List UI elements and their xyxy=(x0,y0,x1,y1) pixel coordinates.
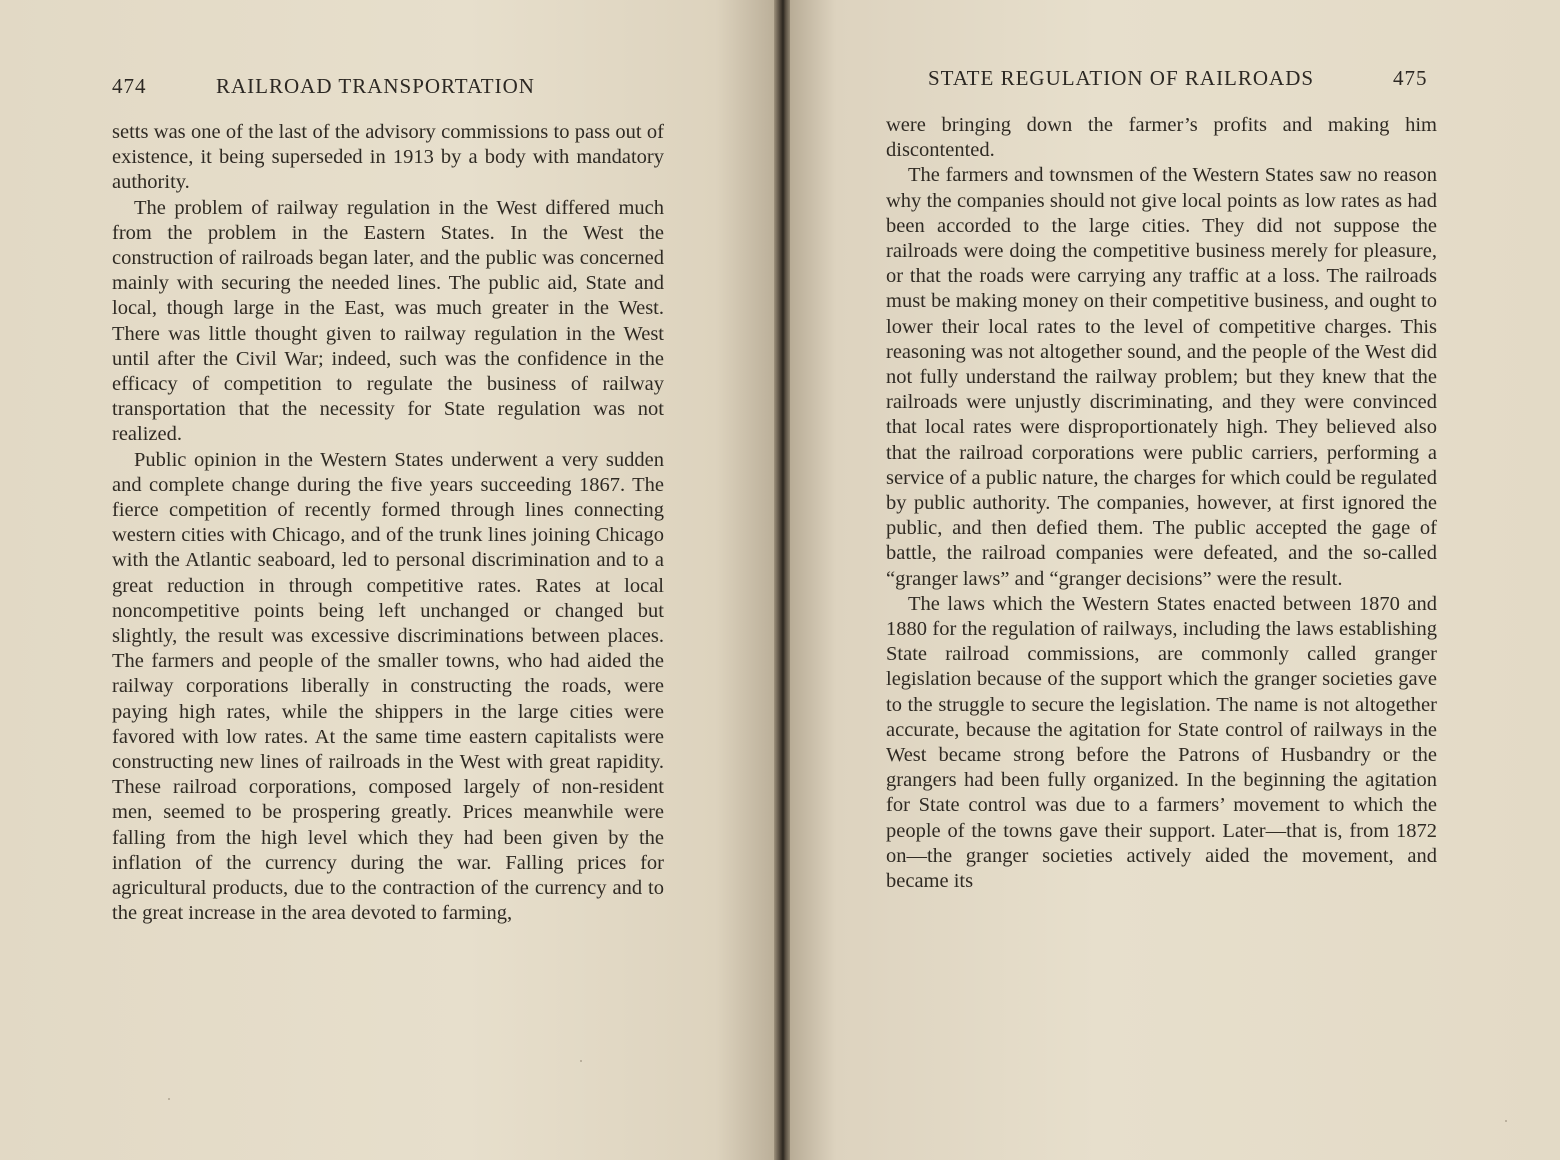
left-paragraph-1: setts was one of the last of the advisory commissions to pass out of existence, it being superseded in 1913 by a body with mandatory authority. xyxy=(112,121,664,194)
left-running-title: RAILROAD TRANSPORTATION xyxy=(216,74,535,98)
left-page-number: 474 xyxy=(112,74,147,98)
right-paragraph-2: The farmers and townsmen of the Western States saw no reason why the companies should not give local points as low rates as had been accorded to the large cities. They did not suppose the railroads were doing the competitive business merely for pleasure, or that the roads were carrying any traffic at a loss. The railroads must be making money on their competitive business, and ought to lower their local rates to the level of competitive charges. This reasoning was not altogether sound, and the people of the West did not fully understand the railway problem; but they knew that the railroads were unjustly discriminating, and they were convinced that local rates were disproportionately high. They believed also that the railroad corporations were public carriers, performing a service of a public nature, the charges for which could be regulated by public authority. The companies, however, at first ignored the public, and then defied them. The public accepted the gage of battle, the railroad companies were defeated, and the so-called “granger laws” and “granger decisions” were the result. xyxy=(886,164,1437,590)
right-body-text xyxy=(886,113,1437,894)
right-paragraph-1: were bringing down the farmer’s profits and making him discontented. xyxy=(886,114,1437,162)
right-running-title: STATE REGULATION OF RAILROADS xyxy=(928,66,1315,90)
right-page-number: 475 xyxy=(1393,66,1428,90)
right-page xyxy=(790,0,1560,1160)
paper-speck xyxy=(580,1060,582,1062)
left-page xyxy=(0,0,778,1160)
paper-speck xyxy=(1505,1120,1507,1122)
paper-speck xyxy=(168,1098,170,1100)
left-paragraph-3: Public opinion in the Western States underwent a very sudden and complete change during the five years succeeding 1867. The fierce competition of recently formed through lines connecting western cities with Chicago, and of the trunk lines joining Chicago with the Atlantic seaboard, led to personal discrimination and to a great reduction in through competitive rates. Rates at local noncompetitive points being left unchanged or changed but slightly, the result was excessive discriminations between places. The farmers and people of the smaller towns, who had aided the railway corporations liberally in constructing the roads, were paying high rates, while the shippers in the large cities were favored with low rates. At the same time eastern capitalists were constructing new lines of railroads in the West with great rapidity. These railroad corporations, composed largely of non-resident men, seemed to be prospering greatly. Prices meanwhile were falling from the high level which they had been given by the inflation of the currency during the war. Falling prices for agricultural products, due to the contraction of the currency and to the great increase in the area devoted to farming, xyxy=(112,448,664,925)
right-paragraph-3: The laws which the Western States enacted between 1870 and 1880 for the regulation of railways, including the laws establishing State railroad commissions, are commonly called granger legislation because of the support which the granger societies gave to the struggle to secure the legislation. The name is not altogether accurate, because the agitation for State control of railways in the West became strong before the Patrons of Husbandry or the grangers had been fully organized. In the beginning the agitation for State control was due to a farmers’ movement to which the people of the towns gave their support. Later—that is, from 1872 on—the granger societies actively aided the movement, and became its xyxy=(886,592,1437,893)
left-paragraph-2: The problem of railway regulation in the West differed much from the problem in the Eastern States. In the West the construction of railroads began later, and the public was concerned mainly with securing the needed lines. The public aid, State and local, though large in the East, was much greater in the West. There was little thought given to railway regulation in the West until after the Civil War; indeed, such was the confidence in the efficacy of competition to regulate the business of railway transportation that the necessity for State regulation was not realized. xyxy=(112,196,664,446)
left-body-text xyxy=(112,120,664,927)
